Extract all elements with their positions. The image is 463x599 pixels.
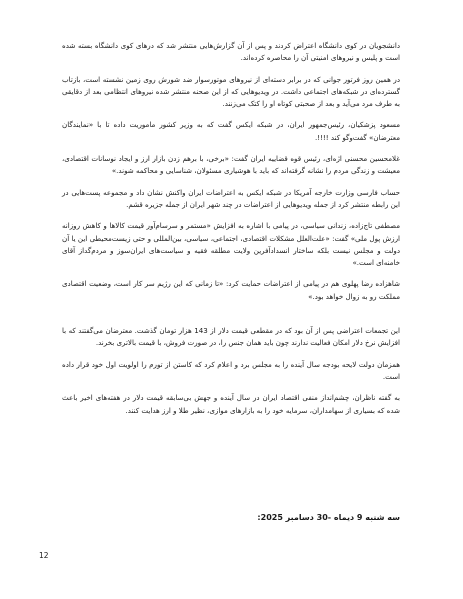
date-heading: سه شنبه 9 دیماه -30 دسامبر 2025: (257, 513, 400, 522)
paragraph-pezeshkian: مسعود پزشکیان، رئیس‌جمهور ایران، در شبکه ایکس گفت که به وزیر کشور ماموریت داده تا با «نمایندگان معترضان» گفت‌وگو کند !!!!. (62, 120, 400, 142)
paragraph-budget-bill: همزمان دولت لایحه بودجه سال آینده را به مجلس برد و اعلام کرد که کاستن از تورم را اولویت اول خود قرار داده است. (62, 359, 400, 381)
article-body (62, 40, 400, 426)
paragraph-us-state-dept: حساب فارسی وزارت خارجه آمریکا در شبکه ایکس به اعتراضات ایران واکنش نشان داد و مجموعه پست‌هایی در این رابطه منتشر کرد از جمله ویدیوهایی از اعتراضات در چند شهر ایران از جمله جزیره قشم. (62, 187, 400, 209)
paragraph-observers: به گفته ناظران، چشم‌انداز منفی اقتصاد ایران در سال آینده و جهش بی‌سابقه قیمت دلار در هفته‌های اخیر باعث شده که بسیاری از سهامداران، سرمایه خود را به بازارهای موازی، نظیر طلا و ارز هدایت کنند. (62, 393, 400, 415)
paragraph-dollar-price: این تجمعات اعتراضی پس از آن بود که در مقطعی قیمت دلار از 143 هزار تومان گذشت. معترضان می‌گفتند که با افزایش نرخ دلار امکان فعالیت ندارند چون باید همان جنس را، در صورت فروش، با قیمت بالاتری بخرند. (62, 326, 400, 348)
paragraph-dormitory-protest: دانشجویان در کوی دانشگاه اعتراض کردند و پس از آن گزارش‌هایی منتشر شد که درهای کوی دانشگاه بسته شده است و پلیس و نیروهای امنیتی آن را محاصره کرده‌اند. (62, 41, 400, 63)
paragraph-sitting-youth: در همین روز فرتور جوانی که در برابر دسته‌ای از نیروهای موتورسوار ضد شورش روی زمین نشسته است، بازتاب گسترده‌ای در شبکه‌های اجتماعی داشت. در ویدیوهایی که از این صحنه منتشر شده نیروهای انتظامی بعد از دقایقی به طرف مرد می‌آید و بعد از صحبتی کوتاه او را کتک می‌زنند. (62, 74, 400, 109)
paragraph-tajzadeh: مصطفی تاج‌زاده، زندانی سیاسی، در پیامی با اشاره به افزایش «مستمر و سرسام‌آور قیمت کالاها و کاهش روزانه ارزش پول ملی» گفت: «علت‌العلل مشکلات اقتصادی، اجتماعی، سیاسی، بین‌المللی و حتی زیست‌محیطی این یا آن دولت و مجلس نیست بلکه ساختار انسدادآفرین ولایت مطلقه فقیه و سیاست‌های ایران‌سوز و مردم‌گداز آقای خامنه‌ای است.» (62, 221, 400, 268)
page-number: 12 (39, 551, 49, 560)
paragraph-reza-pahlavi: شاهزاده رضا پهلوی هم در پیامی از اعتراضات حمایت کرد: «تا زمانی که این رژیم سر کار است، وضعیت اقتصادی مملکت رو به زوال خواهد بود.» (62, 279, 400, 301)
paragraph-judiciary-chief: غلامحسین محسنی اژه‌ای، رئیس قوه قضاییه ایران گفت: «برخی، با برهم زدن بازار ارز و ایجاد نوسانات اقتصادی، معیشت و زندگی مردم را نشانه گرفته‌اند که باید با هوشیاری مسئولان، شناسایی و محاکمه شوند.» (62, 154, 400, 176)
